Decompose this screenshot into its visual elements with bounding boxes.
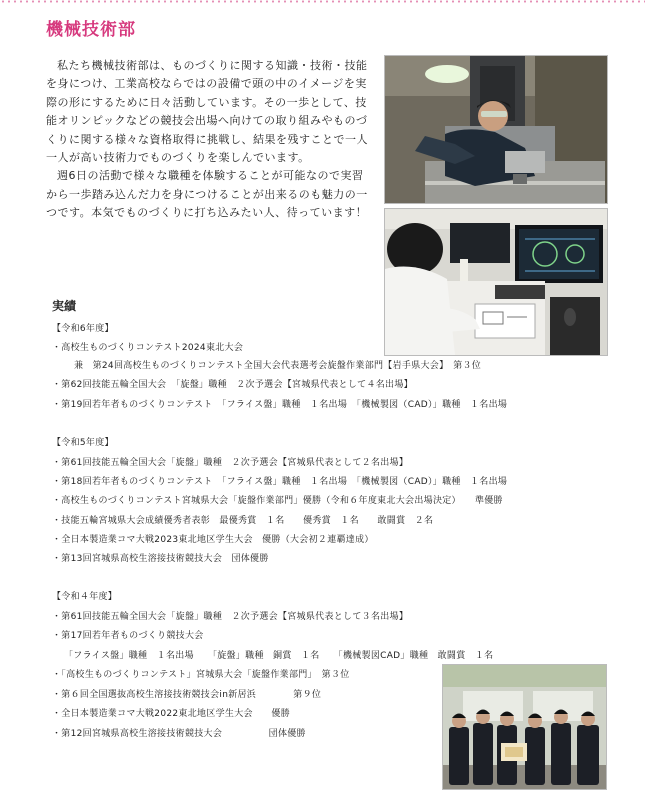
achievement-item: ・第12回宮城県高校生溶接技術競技大会 団体優勝 — [52, 729, 306, 739]
achievement-item: 兼 第24回高校生ものづくりコンテスト全国大会代表選考会旋盤作業部門【岩手県大会】 第３位 — [74, 361, 482, 371]
cad-photo — [384, 208, 608, 356]
page-title: 機械技術部 — [46, 20, 136, 40]
year-header-r4: 【令和４年度】 — [52, 592, 118, 602]
achievement-item: ・全日本製造業コマ大戦2023東北地区学生大会 優勝（大会初２連覇達成） — [52, 535, 374, 545]
intro-text — [46, 57, 372, 223]
year-header-r6: 【令和6年度】 — [52, 324, 114, 334]
year-header-r5: 【令和5年度】 — [52, 438, 114, 448]
achievement-item: ・第13回宮城県高校生溶接技術競技大会 団体優勝 — [52, 554, 269, 564]
achievement-item: ・高校生ものづくりコンテスト宮城県大会「旋盤作業部門」優勝（令和６年度東北大会出場決定） 準優勝 — [52, 496, 503, 506]
achievement-item: ・高校生ものづくりコンテスト2024東北大会 — [52, 343, 244, 353]
achievement-item: ・第17回若年者ものづくり競技大会 — [52, 631, 204, 641]
achievement-item: ・第62回技能五輪全国大会 「旋盤」職種 ２次予選会【宮城県代表として４名出場】 — [52, 380, 413, 390]
achievement-item: ・全日本製造業コマ大戦2022東北地区学生大会 優勝 — [52, 709, 291, 719]
intro-paragraph-2: 週6日の活動で様々な職種を体験することが可能なので実習から一歩踏み込んだ力を身につけることが出来るのも魅力の一つです。本気でものづくりに打ち込みたい人、待っています！ — [46, 169, 368, 220]
achievements-heading: 実績 — [52, 299, 77, 313]
achievement-item: ・第61回技能五輪全国大会「旋盤」職種 ２次予選会【宮城県代表として３名出場】 — [52, 612, 409, 622]
team-photo — [442, 664, 607, 790]
achievement-item: ・第６回全国選抜高校生溶接技術競技会in新居浜 第９位 — [52, 690, 322, 700]
top-dotted-border — [0, 0, 645, 3]
achievement-item: ・第61回技能五輪全国大会「旋盤」職種 ２次予選会【宮城県代表として２名出場】 — [52, 458, 409, 468]
achievement-item: ・第18回若年者ものづくりコンテスト 「フライス盤」職種 １名出場 「機械製図（CAD）」職種 １名出場 — [52, 477, 508, 487]
achievement-item: ・技能五輪宮城県大会成績優秀者表彰 最優秀賞 １名 優秀賞 １名 敢闘賞 ２名 — [52, 516, 434, 526]
achievement-item: ・第19回若年者ものづくりコンテスト 「フライス盤」職種 １名出場 「機械製図（CAD）」職種 １名出場 — [52, 400, 508, 410]
machining-photo — [384, 55, 608, 204]
achievement-item: 「フライス盤」職種 １名出場 「旋盤」職種 銅賞 １名 「機械製図CAD」職種 敢闘賞 １名 — [64, 651, 494, 661]
intro-paragraph-1: 私たち機械技術部は、ものづくりに関する知識・技術・技能を身につけ、工業高校ならではの設備で頭の中のイメージを実際の形にするために日々活動しています。その一歩として、技能オリンピックなどの競技会出場へ向けての取り組みやものづくりに関する様々な資格取得に挑戦し、結果を残すことで一人一人が高い技術力でものづくりを楽しんでいます。 — [46, 59, 368, 165]
achievement-item: ・「高校生ものづくりコンテスト」宮城県大会「旋盤作業部門」 第３位 — [52, 670, 350, 680]
